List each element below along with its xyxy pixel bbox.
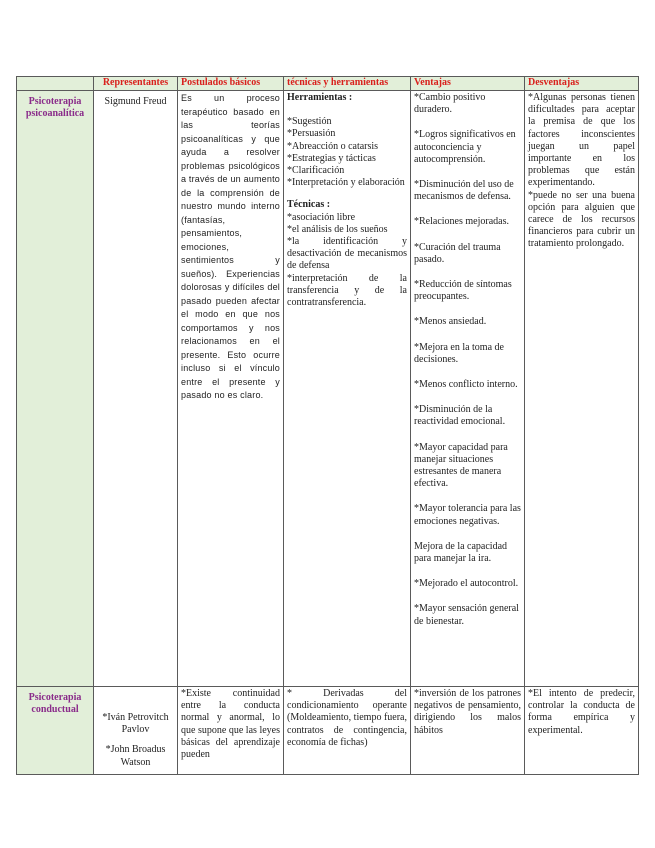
cell-ventajas-psicoanalitica: [411, 91, 525, 687]
ventaja-item: *Mayor sensación general de bienestar.: [414, 603, 519, 627]
herramienta-item: *Sugestión: [287, 116, 332, 128]
ventaja-item: *Cambio positivo duradero.: [414, 92, 486, 116]
ventaja-item: *Mejorado el autocontrol.: [414, 578, 519, 590]
ventaja-item: *Mayor tolerancia para las emociones negativas.: [414, 503, 521, 527]
herramienta-item: *Interpretación y elaboración: [287, 177, 405, 189]
header-blank: [17, 77, 94, 91]
representante-name: *Iván Petrovitch Pavlov: [102, 712, 169, 736]
cell-ventajas-conductual: [411, 687, 525, 775]
cell-representantes-conductual: [94, 687, 178, 775]
ventaja-item: *Curación del trauma pasado.: [414, 241, 501, 265]
postulados-text: Es un proceso terapéutico basado en las teorías psicoanalíticas y que ayuda a resolver problemas psicológicos a través de un aumento de la comprensión de nuestro mundo interno (fantasías, pensamientos, emociones, sentimientos y sueños). Experiencias dolorosas y difíciles del pasado pueden afectar el modo en que nos comportamos y nos relacionamos en el presente. Esto ocurre incluso si el vínculo entre el presente y pasado no es claro.: [181, 93, 280, 400]
ventaja-item: *Menos conflicto interno.: [414, 379, 518, 391]
herramienta-item: *Persuasión: [287, 128, 336, 140]
row-label-conductual: [17, 687, 94, 775]
header-representantes: Representantes: [94, 77, 178, 91]
ventaja-item: *Menos ansiedad.: [414, 316, 487, 328]
tecnica-item: *asociación libre: [287, 211, 356, 223]
desventaja-item: *puede no ser una buena opción para alguien que carece de los recursos financieros para cubrir un tratamiento prolongado.: [528, 189, 635, 250]
tecnica-item: *interpretación de la transferencia y de la contratransferencia.: [287, 272, 407, 309]
tecnica-item: *la identificación y desactivación de mecanismos de defensa: [287, 236, 407, 272]
ventaja-item: *Mejora en la toma de decisiones.: [414, 341, 504, 365]
cell-desventajas-conductual: [525, 687, 639, 775]
header-tecnicas: técnicas y herramientas: [284, 77, 411, 91]
cell-postulados-psicoanalitica: [178, 91, 284, 687]
cell-representantes-psicoanalitica: [94, 91, 178, 687]
cell-tecnicas-conductual: [284, 687, 411, 775]
representante-name: Sigmund Freud: [104, 96, 167, 107]
comparison-table: [16, 76, 639, 775]
header-postulados: Postulados básicos: [178, 77, 284, 91]
herramientas-title: Herramientas :: [287, 92, 353, 103]
table-row-psicoanalitica: [17, 91, 639, 687]
ventaja-item: Mejora de la capacidad para manejar la ira.: [414, 540, 508, 565]
header-desventajas: Desventajas: [525, 77, 639, 91]
cell-postulados-conductual: [178, 687, 284, 775]
ventajas-text: *inversión de los patrones negativos de pensamiento, dirigiendo los malos hábitos: [414, 688, 521, 736]
desventaja-item: *Algunas personas tienen dificultades para aceptar la premisa de que los factores inconscientes juegan un papel importante en los problemas que están experimentando.: [528, 92, 635, 189]
ventaja-item: *Disminución del uso de mecanismos de defensa.: [414, 179, 514, 203]
ventaja-item: *Mayor capacidad para manejar situaciones estresantes de manera efectiva.: [414, 441, 508, 490]
row-label-psicoanalitica: [17, 91, 94, 687]
row-label-text: Psicoterapia psicoanalítica: [25, 96, 85, 120]
ventaja-item: *Disminución de la reactividad emocional.: [414, 404, 506, 428]
herramienta-item: *Estrategias y tácticas: [287, 152, 376, 164]
row-label-text: Psicoterapia conductual: [28, 692, 82, 716]
representante-name: *John Broadus Watson: [105, 744, 166, 768]
tecnicas-text: * Derivadas del condicionamiento operante (Moldeamiento, tiempo fuera, contratos de contingencia, economía de fichas): [287, 688, 407, 748]
postulados-text: *Existe continuidad entre la conducta normal y anormal, lo que supone que las leyes básicas del aprendizaje pueden: [181, 688, 280, 761]
tecnicas-title: Técnicas :: [287, 199, 331, 211]
ventaja-item: *Reducción de síntomas preocupantes.: [414, 279, 512, 303]
cell-desventajas-psicoanalitica: [525, 91, 639, 687]
herramienta-item: *Abreacción o catarsis: [287, 140, 379, 152]
ventaja-item: *Logros significativos en autoconciencia y autocomprensión.: [414, 129, 516, 165]
header-ventajas: Ventajas: [411, 77, 525, 91]
header-row: [17, 77, 639, 91]
herramienta-item: *Clarificación: [287, 165, 345, 177]
tecnica-item: *el análisis de los sueños: [287, 223, 388, 235]
ventaja-item: *Relaciones mejoradas.: [414, 216, 509, 228]
desventajas-text: *El intento de predecir, controlar la conducta de forma empírica y experimental.: [528, 688, 635, 736]
cell-tecnicas-psicoanalitica: [284, 91, 411, 687]
table-row-conductual: [17, 687, 639, 775]
